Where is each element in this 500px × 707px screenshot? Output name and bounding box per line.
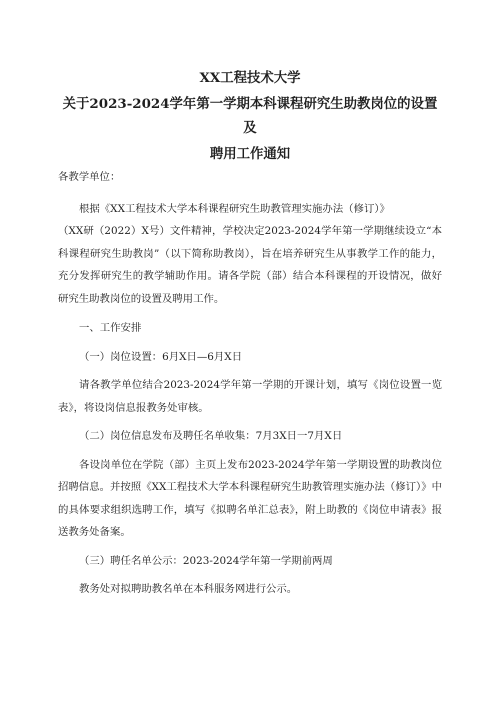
subheading-position-setup: （一）岗位设置：6月X日—6月X日 bbox=[79, 350, 243, 363]
document-title-line-2: 关于2023-2024学年第一学期本科课程研究生助教岗位的设置及 bbox=[62, 96, 438, 136]
subheading-publicity: （三）聘任名单公示：2023-2024学年第一学期前两周 bbox=[79, 554, 333, 567]
salutation: 各教学单位： bbox=[58, 171, 121, 183]
paragraph-publicity: 教务处对拟聘助教名单在本科服务网进行公示。 bbox=[79, 583, 298, 595]
paragraph-2: （XX研（2022）X号）文件精神，学校决定2023-2024学年第一学期继续设立“本科课程研究生助教岗”（以下简称助教岗），旨在培养研究生从事教学工作的能力，充分发挥研究生的教学辅助作用。请各学院（部）结合本科课程的开设情况，做好研究生助教岗位的设置及聘用工作。 bbox=[58, 225, 442, 305]
document-title-university: XX工程技术大学 bbox=[199, 70, 301, 86]
paragraph-info-release: 各设岗单位在学院（部）主页上发布2023-2024学年第一学期设置的助教岗位招聘信息。并按照《XX工程技术大学本科课程研究生助教管理实施办法（修订）》中的具体要求组织选聘工作，填写《拟聘名单汇总表》，附上助教的《岗位申请表》报送教务处备案。 bbox=[58, 458, 442, 538]
document-title-line-3: 聘用工作通知 bbox=[209, 146, 291, 162]
section-heading-work-arrangement: 一、工作安排 bbox=[79, 322, 142, 334]
paragraph-position-setup: 请各教学单位结合2023-2024学年第一学期的开课计划，填写《岗位设置一览表》，将设岗信息报教务处审核。 bbox=[58, 379, 442, 414]
subheading-info-release: （二）岗位信息发布及聘任名单收集：7月3X日一7月X日 bbox=[79, 430, 343, 442]
paragraph-1: 根据《XX工程技术大学本科课程研究生助教管理实施办法（修订）》 bbox=[79, 202, 390, 215]
